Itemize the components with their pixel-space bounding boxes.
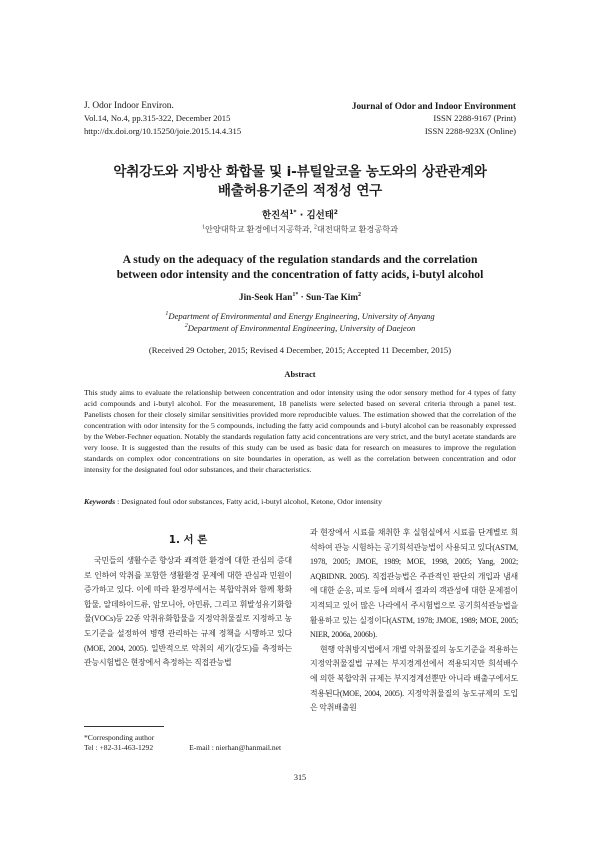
keywords [84, 497, 516, 506]
contact-email[interactable]: E-mail : nierhan@hanmail.net [189, 743, 282, 753]
en-affil-mark-1: 1 [165, 311, 169, 318]
journal-short-name: J. Odor Indoor Environ. [84, 101, 174, 111]
doi-link[interactable]: http://dx.doi.org/10.15250/joie.2015.14.4.315 [84, 125, 242, 136]
body-paragraph: 과 현장에서 시료를 채취한 후 실험실에서 시료를 단계별로 희석하여 관능 시험하는 공기희석관능법이 사용되고 있다(ASTM, 1978, 2005; JMOE, 1989; MOE, 1998, 2005; Yang, 2002; AQBIDNR. 2005). 직접관능법은 주관적인 판단의 개입과 냄새에 대한 순응, 피로 등에 의해서 결과의 객관성에 대한 문제점이 지적되고 있어 많은 나라에서 주시험법으로 공기희석관능법을 활용하고 있는 실정이다(ASTM, 1978; JMOE, 1989; MOE, 2005; NIER, 2006a, 2006b). [310, 528, 518, 640]
abstract-heading: Abstract [284, 370, 316, 379]
journal-header-right [352, 100, 516, 137]
english-author-2: Sun-Tae Kim [306, 292, 359, 302]
issn-print: ISSN 2288-9167 (Print) [433, 113, 516, 124]
author-1-affil-mark: 1 [289, 208, 294, 216]
en-author-2-affil-mark: 2 [358, 291, 362, 298]
journal-header-left [84, 100, 241, 137]
affil-mark-1: 1 [201, 224, 205, 231]
keywords-text: Designated foul odor substances, Fatty acid, i-butyl alcohol, Ketone, Odor intensity [121, 497, 382, 506]
english-affiliations [60, 310, 540, 334]
abstract-text: This study aims to evaluate the relationship between concentration and odor intensity using the odor sensory method for 4 types of fatty acid compounds and i-butyl alcohol. For the measurement, 18 panelists were selected based on several criteria through a panel test. Panelists chosen for their closely similar sensitivities provided more reproducible values. The estimation showed that the correlation of the concentration with odor intensity for the 5 compounds, including the fatty acid compounds and i-butyl alcohol can be reasonably expressed by the Weber-Fechner equation. Notably the standards regulation fatty acid concentrations are very strict, and the butyl acetate standards are very loose. It is suggested than the results of this study can be used as basic data for research on measures to improve the regulation standards on complex odor concentrations on site boundaries in operation, as well as the correlation between concentration and odor intensity for the designated foul odor substances, and their characteristics. [84, 388, 516, 474]
en-author-separator: · [298, 292, 307, 302]
keywords-label: Keywords [84, 497, 116, 506]
keywords-colon: : [115, 497, 122, 506]
english-author-1: Jin-Seok Han [238, 292, 293, 302]
korean-affiliations [60, 224, 540, 235]
english-affil-2: Department of Environmental Engineering, University of Daejeon [187, 323, 416, 334]
issn-online: ISSN 2288-923X (Online) [424, 125, 516, 136]
korean-title-line1: 악취강도와 지방산 화합물 및 i-뷰틸알코올 농도와의 상관관계와 [113, 164, 487, 180]
footnote-rule [84, 726, 164, 727]
body-column-left [84, 554, 292, 671]
korean-affil-1: 안양대학교 환경에너지공학과, [204, 225, 314, 234]
korean-author-2: 김선태 [306, 210, 334, 221]
korean-title-line2: 배출허용기준의 적정성 연구 [217, 183, 383, 199]
korean-author-1: 한진석 [262, 210, 290, 221]
corresponding-mark: * [293, 208, 297, 216]
english-authors [60, 292, 540, 302]
section-title-introduction: 1. 서 론 [168, 534, 208, 546]
affil-mark-2: 2 [313, 224, 317, 231]
en-corresponding-mark: * [295, 291, 299, 298]
korean-affil-2: 대전대학교 환경공학과 [316, 225, 399, 234]
journal-full-name: Journal of Odor and Indoor Environment [351, 101, 516, 111]
contact-info [84, 743, 317, 753]
english-title [60, 252, 540, 283]
page-number: 315 [293, 773, 307, 782]
korean-title [60, 163, 540, 201]
volume-info: Vol.14, No.4, pp.315-322, December 2015 [84, 113, 231, 124]
en-author-1-affil-mark: 1 [292, 291, 296, 298]
en-affil-mark-2: 2 [184, 323, 188, 330]
body-paragraph: 국민들의 생활수준 향상과 쾌적한 환경에 대한 관심의 증대로 인하여 악취를 포함한 생활환경 문제에 대한 관심과 민원이 증가하고 있다. 이에 따라 환경부에서는 복합악취와 함께 황화합물, 알데하이드류, 암모니아, 아민류, 그리고 휘발성유기화합물(VOCs)등 22종 악취유화합물을 지정악취물질로 지정하고 농도기준을 설정하여 병행 관리하는 규제 정책을 시행하고 있다(MOE, 2004, 2005). 일반적으로 악취의 세기(강도)를 측정하는 관능시험법은 현장에서 측정하는 직접관능법 [84, 556, 292, 668]
author-separator: · [296, 210, 307, 221]
body-paragraph: 현행 악취방지법에서 개별 악취물질의 농도기준을 적용하는 지정악취물질법 규제는 부지경계선에서 적용되지만 희석배수에 의한 복합악취 규제는 부지경계선뿐만 아니라 배출구에서도 적용된다(MOE, 2004, 2005). 지정악취물질의 농도규제의 도입은 악취배출원 [310, 644, 518, 713]
korean-authors [60, 207, 540, 221]
body-column-right [310, 526, 518, 716]
received-dates: (Received 29 October, 2015; Revised 4 December, 2015; Accepted 11 December, 2015) [148, 345, 452, 355]
footnote [84, 733, 317, 753]
contact-tel: Tel : +82-31-463-1292 [84, 743, 154, 753]
english-affil-1: Department of Environmental and Energy Engineering, University of Anyang [168, 311, 435, 321]
corresponding-author-note: *Corresponding author [84, 733, 155, 742]
english-title-line1: A study on the adequacy of the regulation standards and the correlation [122, 253, 478, 266]
author-2-affil-mark: 2 [333, 208, 338, 216]
english-title-line2: between odor intensity and the concentration of fatty acids, i-butyl alcohol [116, 268, 484, 282]
